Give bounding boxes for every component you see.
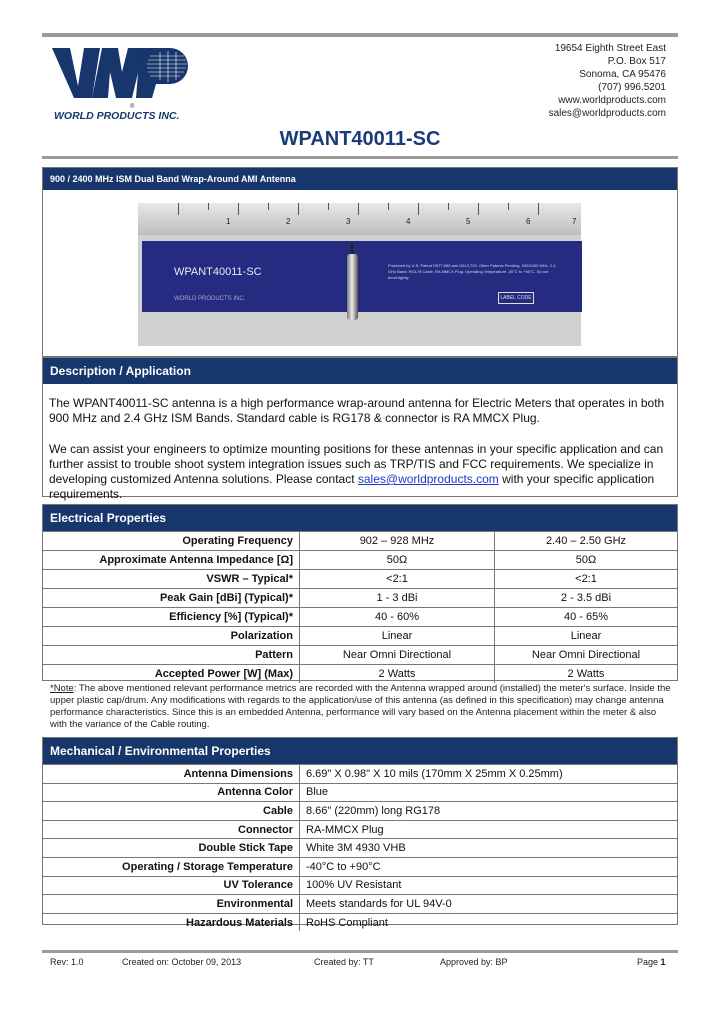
property-label: Operating / Storage Temperature (43, 857, 300, 876)
label-badge: LABEL CODE (498, 292, 534, 304)
property-label: Hazardous Materials (43, 913, 300, 931)
property-value: <2:1 (495, 570, 678, 589)
electrical-row (43, 665, 677, 684)
property-value: <2:1 (300, 570, 495, 589)
description-para1: The WPANT40011-SC antenna is a high performance wrap-around antenna for Electric Meters that operates in both 900 MHz and 2.4 GHz ISM Bands. Standard cable is RG178 & connector is RA MMCX Plug. (49, 396, 665, 425)
address-line: 19654 Eighth Street East (554, 43, 666, 54)
note-text: : The above mentioned relevant performance metrics are recorded with the Antenna wrapped around (installed) the meter's surface. Inside the upper plastic cap/drum. Any modifications with regards to the application/use of this antenna (as defined in this specification) may change antenna performance characteristics. Since this is an embedded Antenna, performance will vary based on the Antenna placement within the meter & also with the variance of the Cable routing. (50, 683, 671, 730)
mechanical-row (43, 820, 677, 839)
title-rule (42, 156, 678, 159)
property-value: RA-MMCX Plug (300, 820, 678, 839)
mechanical-row (43, 802, 677, 821)
property-value: 40 - 65% (495, 608, 678, 627)
mechanical-row (43, 913, 677, 931)
property-value: 8.66" (220mm) long RG178 (300, 802, 678, 821)
connector-icon (347, 254, 358, 320)
property-label: Accepted Power [W] (Max) (43, 665, 300, 684)
ruler-number: 3 (346, 217, 351, 226)
mechanical-row (43, 765, 677, 784)
ruler-number: 1 (226, 217, 231, 226)
product-header: 900 / 2400 MHz ISM Dual Band Wrap-Around AMI Antenna (43, 168, 677, 190)
property-value: Near Omni Directional (495, 646, 678, 665)
property-label: Double Stick Tape (43, 839, 300, 858)
electrical-row (43, 532, 677, 551)
footer-created-by: Created by: TT (314, 957, 374, 967)
ruler-number: 6 (526, 217, 531, 226)
electrical-header: Electrical Properties (43, 505, 677, 531)
property-label: Polarization (43, 627, 300, 646)
property-label: Efficiency [%] (Typical)* (43, 608, 300, 627)
property-value: Blue (300, 783, 678, 802)
property-value: White 3M 4930 VHB (300, 839, 678, 858)
property-value: 50Ω (495, 551, 678, 570)
property-label: Cable (43, 802, 300, 821)
property-label: Antenna Dimensions (43, 765, 300, 784)
mechanical-row (43, 857, 677, 876)
ruler (138, 203, 581, 235)
mechanical-row (43, 876, 677, 895)
property-label: Operating Frequency (43, 532, 300, 551)
product-photo (138, 203, 581, 346)
company-address (549, 42, 666, 120)
property-label: VSWR – Typical* (43, 570, 300, 589)
property-value: Linear (495, 627, 678, 646)
note (50, 683, 672, 731)
property-value: 2 - 3.5 dBi (495, 589, 678, 608)
footer-page: Page 1 (637, 957, 666, 967)
property-value: 902 – 928 MHz (300, 532, 495, 551)
property-value: 6.69" X 0.98" X 10 mils (170mm X 25mm X 0.25mm) (300, 765, 678, 784)
sales-email-link[interactable]: sales@worldproducts.com (357, 472, 499, 486)
property-label: Connector (43, 820, 300, 839)
antenna-strip (142, 241, 582, 312)
property-value: Linear (300, 627, 495, 646)
property-value: Meets standards for UL 94V-0 (300, 895, 678, 914)
mechanical-row (43, 783, 677, 802)
ruler-number: 5 (466, 217, 471, 226)
property-label: UV Tolerance (43, 876, 300, 895)
property-label: Approximate Antenna Impedance [Ω] (43, 551, 300, 570)
footer-rev: Rev: 1.0 (50, 957, 84, 967)
mechanical-table (43, 764, 677, 931)
description-para2: We can assist your engineers to optimize mounting positions for these antennas in your specific application and can further assist to trouble shoot system integration issues such as TRP/TIS and FCC requirements. We specialize in developing customized Antenna solutions. Please contact sales@worldproducts.com with your specific application requirements. (49, 442, 664, 501)
electrical-row (43, 551, 677, 570)
property-value: 40 - 60% (300, 608, 495, 627)
property-value: 1 - 3 dBi (300, 589, 495, 608)
electrical-row (43, 646, 677, 665)
property-label: Pattern (43, 646, 300, 665)
company-logo (52, 42, 202, 120)
property-value: Near Omni Directional (300, 646, 495, 665)
website[interactable]: www.worldproducts.com (558, 95, 666, 106)
footer-approved-by: Approved by: BP (440, 957, 508, 967)
property-value: 100% UV Resistant (300, 876, 678, 895)
electrical-row (43, 589, 677, 608)
label-company: WORLD PRODUCTS INC. (174, 296, 246, 302)
top-rule (42, 33, 678, 37)
electrical-row (43, 627, 677, 646)
property-value: -40°C to +90°C (300, 857, 678, 876)
property-value: 2.40 – 2.50 GHz (495, 532, 678, 551)
footer-rule (42, 950, 678, 953)
mechanical-row (43, 839, 677, 858)
electrical-box (42, 504, 678, 681)
ruler-number: 2 (286, 217, 291, 226)
address-line: P.O. Box 517 (607, 56, 666, 67)
property-value: RoHS Compliant (300, 913, 678, 931)
email[interactable]: sales@worldproducts.com (548, 108, 666, 119)
property-label: Antenna Color (43, 783, 300, 802)
company-name: WORLD PRODUCTS INC. (54, 110, 180, 120)
label-part-number: WPANT40011-SC (174, 266, 262, 278)
phone: (707) 996.5201 (598, 82, 666, 93)
property-value: 50Ω (300, 551, 495, 570)
address-line: Sonoma, CA 95476 (579, 69, 666, 80)
footer-created-on: Created on: October 09, 2013 (122, 957, 242, 967)
property-value: 2 Watts (300, 665, 495, 684)
label-text: Protected by U.S. Patent D577,658 and D613,733. Other Patents Pending. 900/2400 MHz, 2.4 GHz Band. RG178 Cable. RA MMCX Plug. Operating Temperature -40°C to +90°C. Do not bend tightly. (388, 263, 556, 280)
electrical-row (43, 570, 677, 589)
ruler-number: 4 (406, 217, 411, 226)
mechanical-header: Mechanical / Environmental Properties (43, 738, 677, 764)
description-box (42, 357, 678, 501)
note-label: *Note (50, 683, 74, 694)
property-label: Environmental (43, 895, 300, 914)
electrical-row (43, 608, 677, 627)
property-value: 2 Watts (495, 665, 678, 684)
ruler-number: 7 (572, 217, 577, 226)
page-title: WPANT40011-SC (279, 128, 441, 150)
registered-mark: ® (130, 104, 135, 110)
mechanical-row (43, 895, 677, 914)
description-header: Description / Application (43, 358, 677, 384)
electrical-table (43, 531, 677, 683)
property-label: Peak Gain [dBi] (Typical)* (43, 589, 300, 608)
mechanical-box (42, 737, 678, 929)
